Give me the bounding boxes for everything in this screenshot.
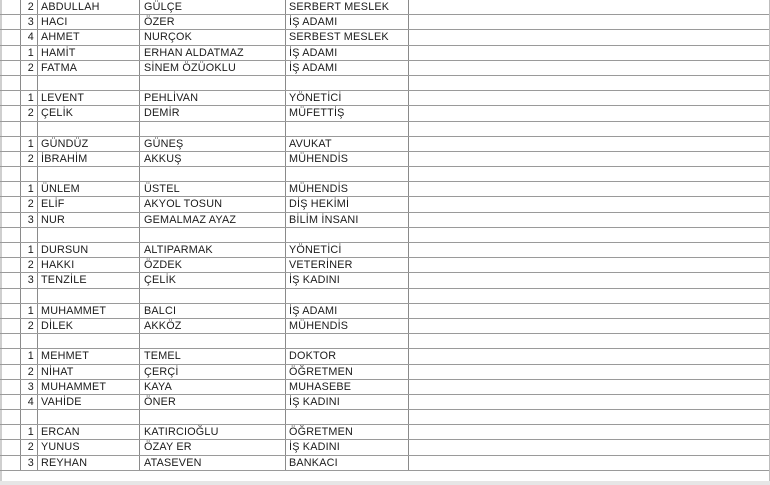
blank-cell [0,197,21,211]
blank-cell [0,380,21,394]
row-number-cell: 2 [21,258,38,272]
blank-cell [0,61,21,75]
profession-cell: AVUKAT [286,137,409,151]
sheet-bottom-edge [0,481,770,485]
empty-column-cell [409,289,770,303]
row-number-cell: 1 [21,182,38,196]
table-row [0,61,770,76]
empty-column-cell [409,30,770,44]
row-number-cell [21,410,38,424]
surname-cell: ÖZAY ER [140,440,286,454]
empty-column-cell [409,258,770,272]
empty-column-cell [409,167,770,181]
blank-cell [0,30,21,44]
first-name-cell [38,410,140,424]
blank-cell [0,334,21,348]
blank-cell [0,182,21,196]
first-name-cell: MEHMET [38,349,140,363]
surname-cell: ÖZER [140,15,286,29]
surname-cell: TEMEL [140,349,286,363]
first-name-cell: ELİF [38,197,140,211]
row-number-cell: 1 [21,137,38,151]
first-name-cell [38,122,140,136]
surname-cell: ÇERÇİ [140,365,286,379]
surname-cell: ÖZDEK [140,258,286,272]
row-number-cell: 3 [21,380,38,394]
table-row [0,182,770,197]
empty-column-cell [409,410,770,424]
row-number-cell [21,228,38,242]
first-name-cell: NUR [38,213,140,227]
profession-cell: İŞ ADAMI [286,61,409,75]
profession-cell: MÜFETTİŞ [286,106,409,120]
table-row [0,30,770,45]
table-row [0,213,770,228]
profession-cell: İŞ ADAMI [286,46,409,60]
first-name-cell: MUHAMMET [38,304,140,318]
profession-cell [286,122,409,136]
blank-cell [0,167,21,181]
empty-column-cell [409,0,770,14]
row-number-cell: 2 [21,365,38,379]
profession-cell: SERBEST MESLEK [286,30,409,44]
surname-cell [140,410,286,424]
row-number-cell: 4 [21,30,38,44]
blank-cell [0,410,21,424]
first-name-cell: GÜNDÜZ [38,137,140,151]
table-row [0,15,770,30]
table-row [0,106,770,121]
blank-cell [0,319,21,333]
empty-column-cell [409,76,770,90]
first-name-cell: REYHAN [38,456,140,470]
table-row [0,319,770,334]
first-name-cell: ABDULLAH [38,0,140,14]
surname-cell: ÇELİK [140,273,286,287]
table-row [0,122,770,137]
blank-cell [0,46,21,60]
surname-cell: GEMALMAZ AYAZ [140,213,286,227]
table-row [0,46,770,61]
empty-column-cell [409,228,770,242]
profession-cell: ÖĞRETMEN [286,425,409,439]
profession-cell: İŞ ADAMI [286,304,409,318]
profession-cell [286,410,409,424]
first-name-cell: ERCAN [38,425,140,439]
surname-cell: ATASEVEN [140,456,286,470]
table-row [0,304,770,319]
first-name-cell [38,334,140,348]
row-number-cell: 1 [21,46,38,60]
row-number-cell: 3 [21,456,38,470]
table-row [0,380,770,395]
blank-cell [0,213,21,227]
row-number-cell: 2 [21,61,38,75]
surname-cell: KAYA [140,380,286,394]
surname-cell [140,228,286,242]
row-number-cell: 3 [21,273,38,287]
surname-cell: AKKÖZ [140,319,286,333]
first-name-cell: ÇELİK [38,106,140,120]
row-number-cell: 3 [21,15,38,29]
first-name-cell: İBRAHİM [38,152,140,166]
empty-column-cell [409,106,770,120]
table-row [0,91,770,106]
surname-cell [140,122,286,136]
surname-cell: AKYOL TOSUN [140,197,286,211]
empty-column-cell [409,197,770,211]
surname-cell: AKKUŞ [140,152,286,166]
first-name-cell: AHMET [38,30,140,44]
blank-cell [0,91,21,105]
empty-column-cell [409,122,770,136]
empty-column-cell [409,15,770,29]
empty-column-cell [409,365,770,379]
blank-cell [0,304,21,318]
row-number-cell: 1 [21,243,38,257]
empty-column-cell [409,243,770,257]
blank-cell [0,273,21,287]
surname-cell: DEMİR [140,106,286,120]
first-name-cell: HACI [38,15,140,29]
table-row [0,76,770,91]
blank-cell [0,425,21,439]
blank-cell [0,365,21,379]
profession-cell: MÜHENDİS [286,319,409,333]
empty-column-cell [409,182,770,196]
blank-cell [0,76,21,90]
table-row [0,410,770,425]
first-name-cell: DİLEK [38,319,140,333]
row-number-cell: 1 [21,91,38,105]
blank-cell [0,289,21,303]
blank-cell [0,395,21,409]
profession-cell: DİŞ HEKİMİ [286,197,409,211]
first-name-cell: HAMİT [38,46,140,60]
empty-column-cell [409,319,770,333]
blank-cell [0,0,21,14]
first-name-cell: ÜNLEM [38,182,140,196]
empty-column-cell [409,334,770,348]
table-row [0,456,770,471]
table-row [0,243,770,258]
table-row [0,365,770,380]
empty-column-cell [409,137,770,151]
row-number-cell: 2 [21,319,38,333]
first-name-cell: HAKKI [38,258,140,272]
profession-cell: ÖĞRETMEN [286,365,409,379]
surname-cell: GÜNEŞ [140,137,286,151]
table-row [0,440,770,455]
surname-cell [140,76,286,90]
profession-cell [286,228,409,242]
table-row [0,395,770,410]
surname-cell: ÜSTEL [140,182,286,196]
surname-cell: BALCI [140,304,286,318]
surname-cell: ALTIPARMAK [140,243,286,257]
surname-cell [140,334,286,348]
empty-column-cell [409,213,770,227]
row-number-cell [21,122,38,136]
first-name-cell: TENZİLE [38,273,140,287]
row-number-cell: 2 [21,106,38,120]
profession-cell [286,334,409,348]
profession-cell: MUHASEBE [286,380,409,394]
blank-cell [0,228,21,242]
blank-cell [0,243,21,257]
row-number-cell: 2 [21,440,38,454]
table-row [0,425,770,440]
table-row [0,137,770,152]
table-row [0,289,770,304]
empty-column-cell [409,91,770,105]
surname-cell: GÜLÇE [140,0,286,14]
first-name-cell: MUHAMMET [38,380,140,394]
first-name-cell: NİHAT [38,365,140,379]
blank-cell [0,456,21,470]
empty-column-cell [409,46,770,60]
blank-cell [0,258,21,272]
profession-cell [286,167,409,181]
profession-cell: İŞ ADAMI [286,15,409,29]
empty-column-cell [409,349,770,363]
profession-cell: BANKACI [286,456,409,470]
table-row [0,334,770,349]
table-row [0,349,770,364]
profession-cell: MÜHENDİS [286,182,409,196]
row-number-cell: 2 [21,0,38,14]
empty-column-cell [409,456,770,470]
row-number-cell [21,289,38,303]
first-name-cell [38,167,140,181]
profession-cell: İŞ KADINI [286,440,409,454]
surname-cell: ERHAN ALDATMAZ [140,46,286,60]
row-number-cell: 1 [21,304,38,318]
table-row [0,152,770,167]
profession-cell: DOKTOR [286,349,409,363]
first-name-cell: LEVENT [38,91,140,105]
table-row [0,0,770,15]
profession-cell: MÜHENDİS [286,152,409,166]
empty-column-cell [409,395,770,409]
table-row [0,273,770,288]
blank-cell [0,106,21,120]
first-name-cell [38,289,140,303]
row-number-cell: 4 [21,395,38,409]
row-number-cell: 1 [21,349,38,363]
first-name-cell [38,228,140,242]
row-number-cell [21,334,38,348]
empty-column-cell [409,440,770,454]
blank-cell [0,137,21,151]
empty-column-cell [409,425,770,439]
surname-cell: SİNEM ÖZÜOKLU [140,61,286,75]
table-row [0,258,770,273]
profession-cell: İŞ KADINI [286,395,409,409]
row-number-cell: 3 [21,213,38,227]
blank-cell [0,349,21,363]
first-name-cell: YUNUS [38,440,140,454]
row-number-cell: 2 [21,152,38,166]
profession-cell [286,76,409,90]
empty-column-cell [409,61,770,75]
surname-cell: ÖNER [140,395,286,409]
first-name-cell [38,76,140,90]
row-number-cell [21,76,38,90]
surname-cell: KATIRCIOĞLU [140,425,286,439]
row-number-cell [21,167,38,181]
blank-cell [0,440,21,454]
first-name-cell: DURSUN [38,243,140,257]
profession-cell: YÖNETİCİ [286,91,409,105]
empty-column-cell [409,273,770,287]
table-row [0,228,770,243]
surname-cell [140,289,286,303]
blank-cell [0,15,21,29]
profession-cell: VETERİNER [286,258,409,272]
row-number-cell: 1 [21,425,38,439]
surname-cell: PEHLİVAN [140,91,286,105]
first-name-cell: VAHİDE [38,395,140,409]
table-row [0,167,770,182]
profession-cell: SERBERT MESLEK [286,0,409,14]
profession-cell: YÖNETİCİ [286,243,409,257]
table-row [0,197,770,212]
first-name-cell: FATMA [38,61,140,75]
blank-cell [0,122,21,136]
surname-cell: NURÇOK [140,30,286,44]
empty-column-cell [409,152,770,166]
blank-cell [0,152,21,166]
row-number-cell: 2 [21,197,38,211]
profession-cell: BİLİM İNSANI [286,213,409,227]
surname-cell [140,167,286,181]
profession-cell: İŞ KADINI [286,273,409,287]
empty-column-cell [409,304,770,318]
empty-column-cell [409,380,770,394]
profession-cell [286,289,409,303]
